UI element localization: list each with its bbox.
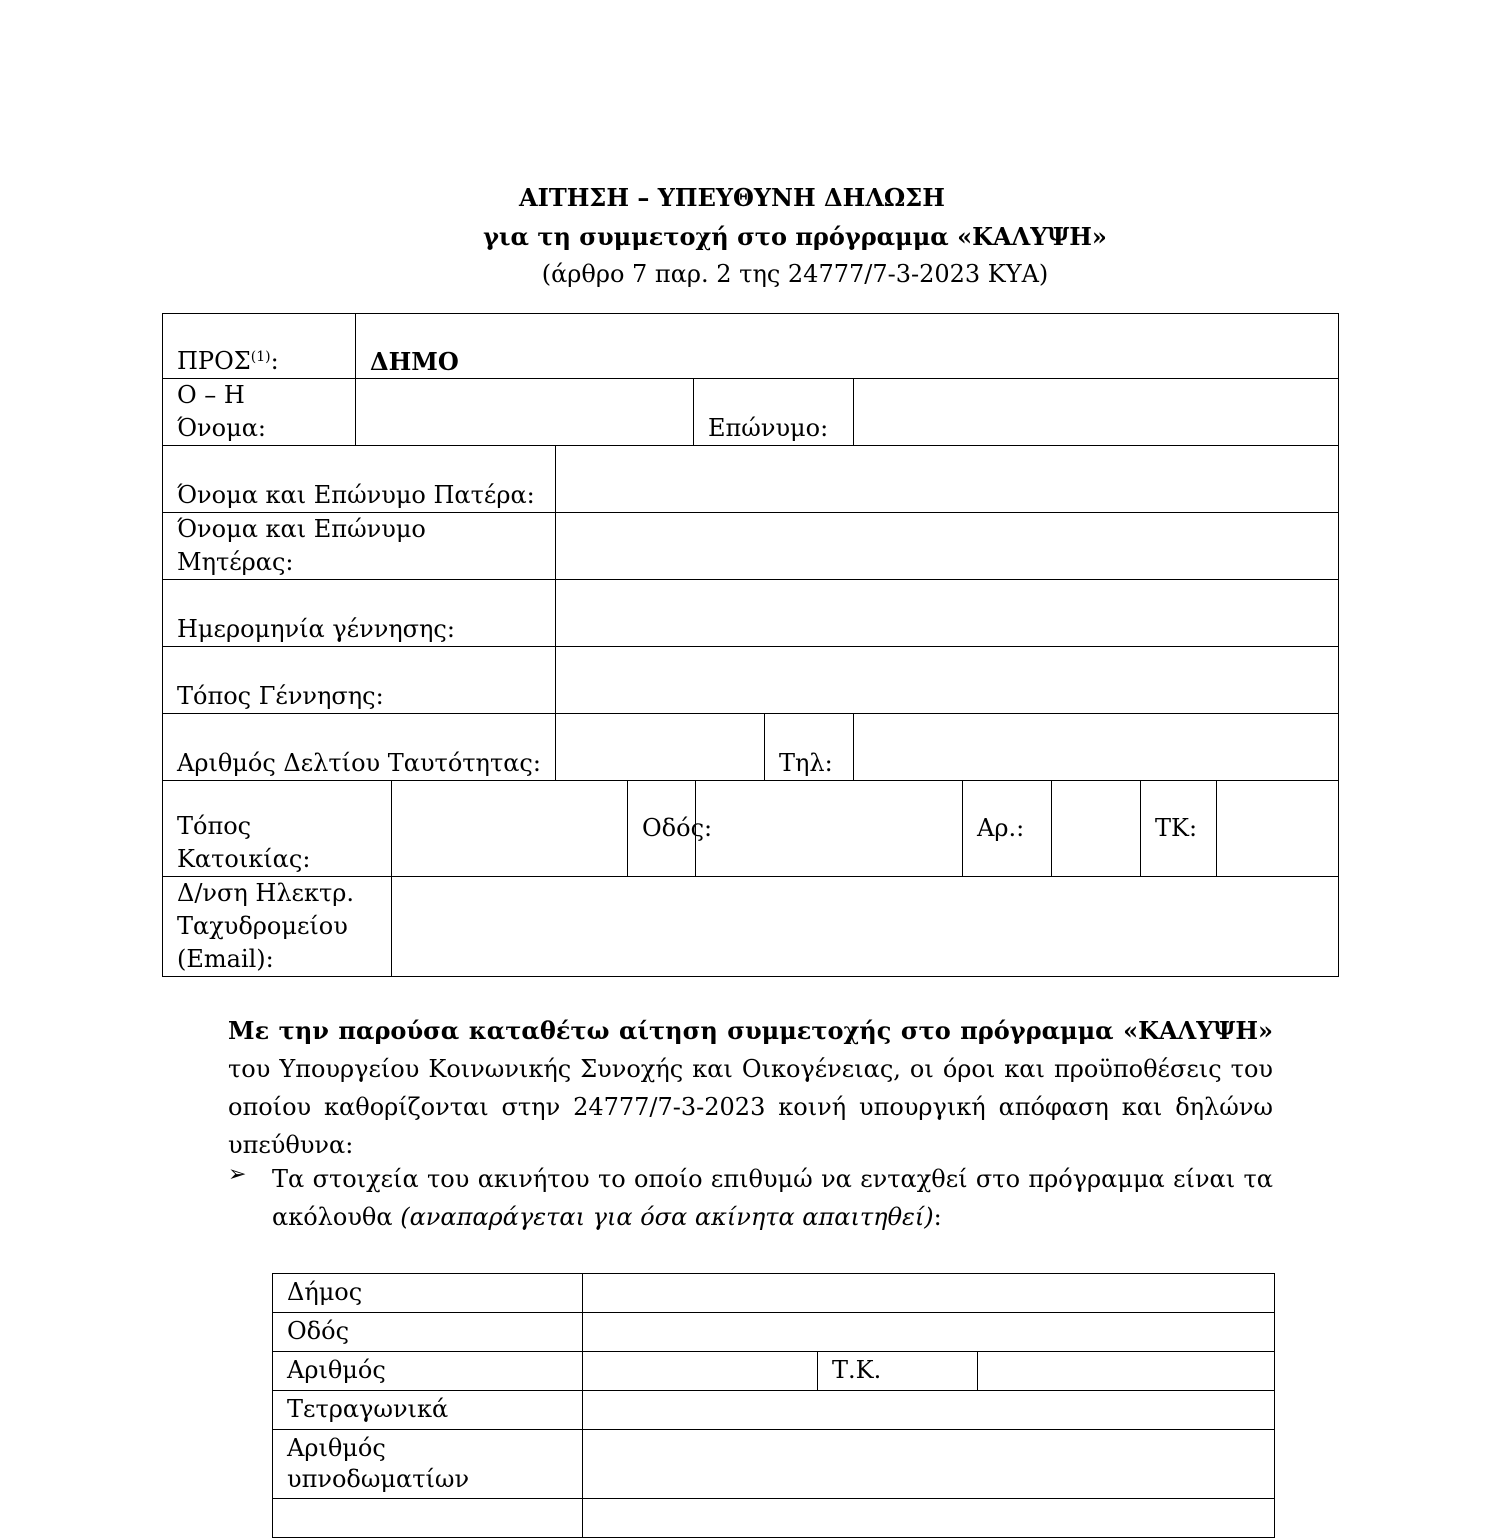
phone-label: Τηλ:	[765, 714, 854, 781]
table-row	[163, 781, 1339, 877]
property-intro-paragraph: Τα στοιχεία του ακινήτου το οποίο επιθυμώ να ενταχθεί στο πρόγραμμα είναι τα ακόλουθα (αναπαράγεται για όσα ακίνητα απαιτηθεί):	[272, 1165, 1273, 1231]
first-name-field[interactable]	[356, 379, 694, 446]
street-label: Οδός:	[628, 781, 696, 877]
birth-date-field[interactable]	[556, 580, 1339, 647]
father-name-field[interactable]	[556, 446, 1339, 513]
property-extra-field[interactable]	[583, 1499, 1275, 1538]
form-subtitle: για τη συμμετοχή στο πρόγραμμα «ΚΑΛΥΨΗ»	[483, 222, 1107, 251]
table-row	[273, 1313, 1275, 1352]
table-row	[273, 1430, 1275, 1499]
table-row	[273, 1391, 1275, 1430]
property-bedrooms-label: Αριθμός υπνοδωματίων	[273, 1430, 583, 1499]
to-label: ΠΡΟΣ$^{(1)}$:	[163, 314, 356, 379]
property-postcode-label: Τ.Κ.	[818, 1352, 978, 1391]
applicant-details-table	[162, 313, 1339, 977]
last-name-label: Επώνυμο:	[694, 379, 854, 446]
table-row	[163, 714, 1339, 781]
email-label: Δ/νση Ηλεκτρ. Ταχυδρομείου (Email):	[163, 877, 392, 977]
arrow-bullet-icon: ➢	[228, 1162, 247, 1187]
property-number-label: Αριθμός	[273, 1352, 583, 1391]
table-row	[273, 1499, 1275, 1538]
declaration-paragraph: Με την παρούσα καταθέτω αίτηση συμμετοχής στο πρόγραμμα «ΚΑΛΥΨΗ» του Υπουργείου Κοινωνικής Συνοχής και Οικογένειας, οι όροι και προϋποθέσεις του οποίου καθορίζονται στην 24777/7-3-2023 κοινή υπουργική απόφαση και δηλώνω υπεύθυνα:	[228, 1016, 1273, 1159]
table-row	[163, 580, 1339, 647]
form-reference: (άρθρο 7 παρ. 2 της 24777/7-3-2023 ΚΥΑ)	[541, 260, 1049, 288]
first-name-label: Ο – Η Όνομα:	[163, 379, 356, 446]
property-bedrooms-field[interactable]	[583, 1430, 1275, 1499]
birth-date-label: Ημερομηνία γέννησης:	[163, 580, 556, 647]
residence-label: Τόπος Κατοικίας:	[163, 781, 392, 877]
table-row	[163, 446, 1339, 513]
form-title: ΑΙΤΗΣΗ – ΥΠΕΥΘΥΝΗ ΔΗΛΩΣΗ	[519, 183, 945, 212]
property-postcode-field[interactable]	[978, 1352, 1275, 1391]
birth-place-field[interactable]	[556, 647, 1339, 714]
father-name-label: Όνομα και Επώνυμο Πατέρα:	[163, 446, 556, 513]
address-number-label: Αρ.:	[963, 781, 1052, 877]
mother-name-field[interactable]	[556, 513, 1339, 580]
phone-field[interactable]	[854, 714, 1339, 781]
table-row	[163, 647, 1339, 714]
address-number-field[interactable]	[1052, 781, 1141, 877]
property-street-label: Οδός	[273, 1313, 583, 1352]
to-value[interactable]: ΔΗΜΟ	[356, 314, 1339, 379]
table-row	[163, 513, 1339, 580]
property-area-field[interactable]	[583, 1391, 1275, 1430]
id-number-label: Αριθμός Δελτίου Ταυτότητας:	[163, 714, 556, 781]
property-municipality-field[interactable]	[583, 1274, 1275, 1313]
table-row	[163, 314, 1339, 379]
street-field[interactable]	[696, 781, 963, 877]
property-municipality-label: Δήμος	[273, 1274, 583, 1313]
postcode-field[interactable]	[1217, 781, 1339, 877]
property-details-table	[272, 1273, 1275, 1538]
postcode-label: ΤΚ:	[1141, 781, 1217, 877]
id-number-field[interactable]	[556, 714, 765, 781]
email-field[interactable]	[392, 877, 1339, 977]
property-area-label: Τετραγωνικά	[273, 1391, 583, 1430]
table-row	[273, 1352, 1275, 1391]
last-name-field[interactable]	[854, 379, 1339, 446]
property-number-field[interactable]	[583, 1352, 818, 1391]
mother-name-label: Όνομα και Επώνυμο Μητέρας:	[163, 513, 556, 580]
property-street-field[interactable]	[583, 1313, 1275, 1352]
table-row	[163, 877, 1339, 977]
property-extra-label	[273, 1499, 583, 1538]
table-row	[273, 1274, 1275, 1313]
birth-place-label: Τόπος Γέννησης:	[163, 647, 556, 714]
residence-field[interactable]	[392, 781, 628, 877]
table-row	[163, 379, 1339, 446]
